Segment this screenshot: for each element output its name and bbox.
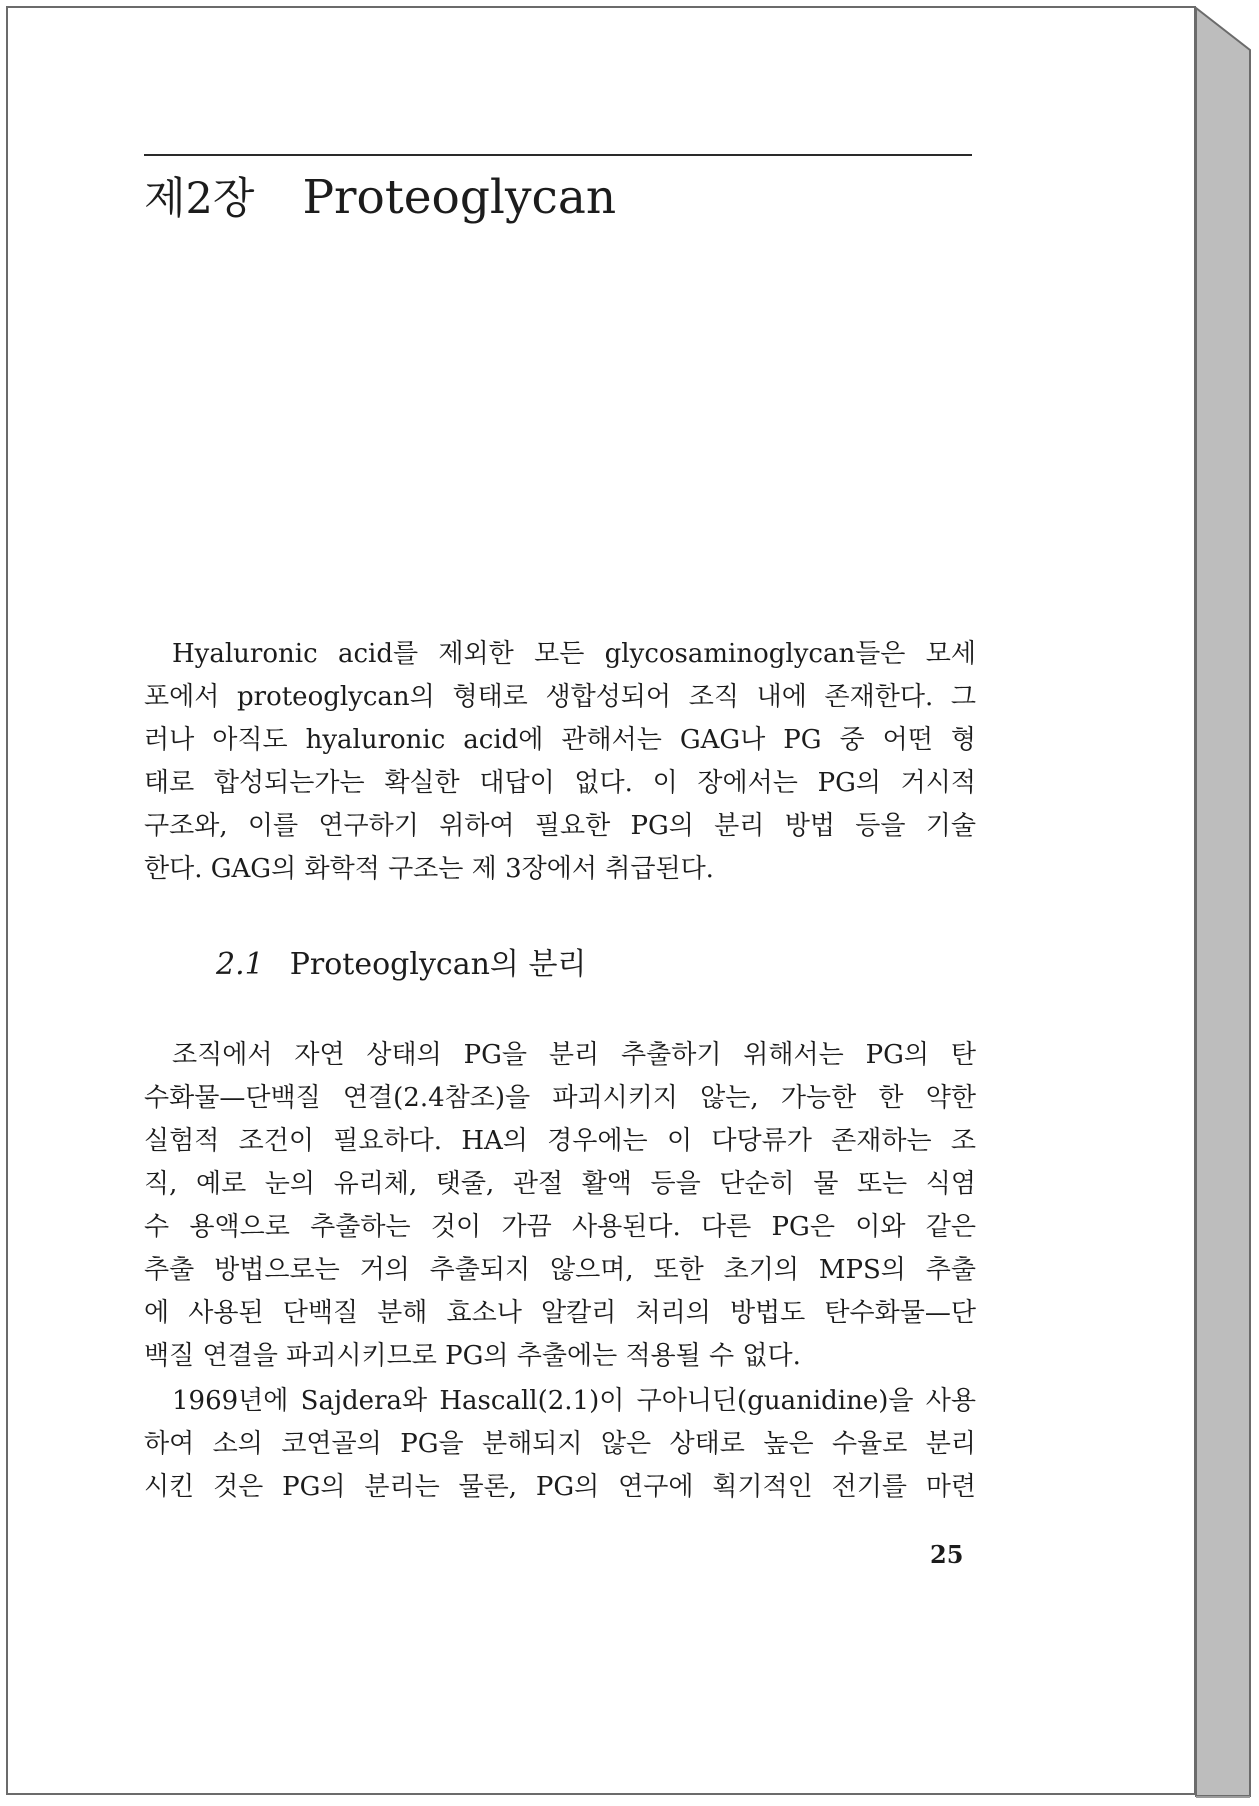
chapter-name: Proteoglycan [302, 170, 617, 225]
text-line: 수 용액으로 추출하는 것이 가끔 사용된다. 다른 PG은 이와 같은 [144, 1212, 976, 1242]
isolation-paragraph-1 [144, 1034, 976, 1378]
text-line: 실험적 조건이 필요하다. HA의 경우에는 이 다당류가 존재하는 조 [144, 1126, 976, 1156]
text-line: 태로 합성되는가는 확실한 대답이 없다. 이 장에서는 PG의 거시적 [144, 768, 976, 798]
page-content [8, 8, 1194, 1793]
book-bottom-face [1196, 1796, 1250, 1798]
text-line: 직, 예로 눈의 유리체, 탯줄, 관절 활액 등을 단순히 물 또는 식염 [144, 1169, 976, 1199]
text-line: 러나 아직도 hyaluronic acid에 관해서는 GAG나 PG 중 어떤 형 [144, 725, 976, 755]
section-number: 2.1 [216, 947, 264, 982]
text-line: 1969년에 Sajdera와 Hascall(2.1)이 구아니딘(guanidine)을 사용 [172, 1386, 976, 1416]
text-line: 하여 소의 코연골의 PG을 분해되지 않은 상태로 높은 수율로 분리 [144, 1429, 976, 1459]
text-line: Hyaluronic acid를 제외한 모든 glycosaminoglycan들은 모세 [172, 639, 976, 669]
text-line: 수화물—단백질 연결(2.4참조)을 파괴시키지 않는, 가능한 한 약한 [144, 1083, 976, 1113]
intro-paragraph [144, 633, 976, 891]
page-number: 25 [930, 1540, 964, 1569]
text-line: 한다. GAG의 화학적 구조는 제 3장에서 취급된다. [144, 854, 714, 884]
section-heading [216, 945, 586, 985]
text-line: 백질 연결을 파괴시키므로 PG의 추출에는 적용될 수 없다. [144, 1341, 801, 1371]
chapter-title [144, 168, 616, 229]
book-side-face [1196, 8, 1250, 1796]
text-line: 조직에서 자연 상태의 PG을 분리 추출하기 위해서는 PG의 탄 [172, 1040, 976, 1070]
text-line: 에 사용된 단백질 분해 효소나 알칼리 처리의 방법도 탄수화물—단 [144, 1298, 976, 1328]
section-title: Proteoglycan의 분리 [289, 947, 587, 982]
chapter-number: 제2장 [144, 174, 255, 224]
chapter-rule [144, 154, 972, 156]
text-line: 구조와, 이를 연구하기 위하여 필요한 PG의 분리 방법 등을 기술 [144, 811, 976, 841]
text-line: 추출 방법으로는 거의 추출되지 않으며, 또한 초기의 MPS의 추출 [144, 1255, 976, 1285]
text-line: 시킨 것은 PG의 분리는 물론, PG의 연구에 획기적인 전기를 마련 [144, 1472, 976, 1502]
book-page [6, 6, 1196, 1795]
text-line: 포에서 proteoglycan의 형태로 생합성되어 조직 내에 존재한다. 그 [144, 682, 976, 712]
isolation-paragraph-2 [144, 1380, 976, 1509]
